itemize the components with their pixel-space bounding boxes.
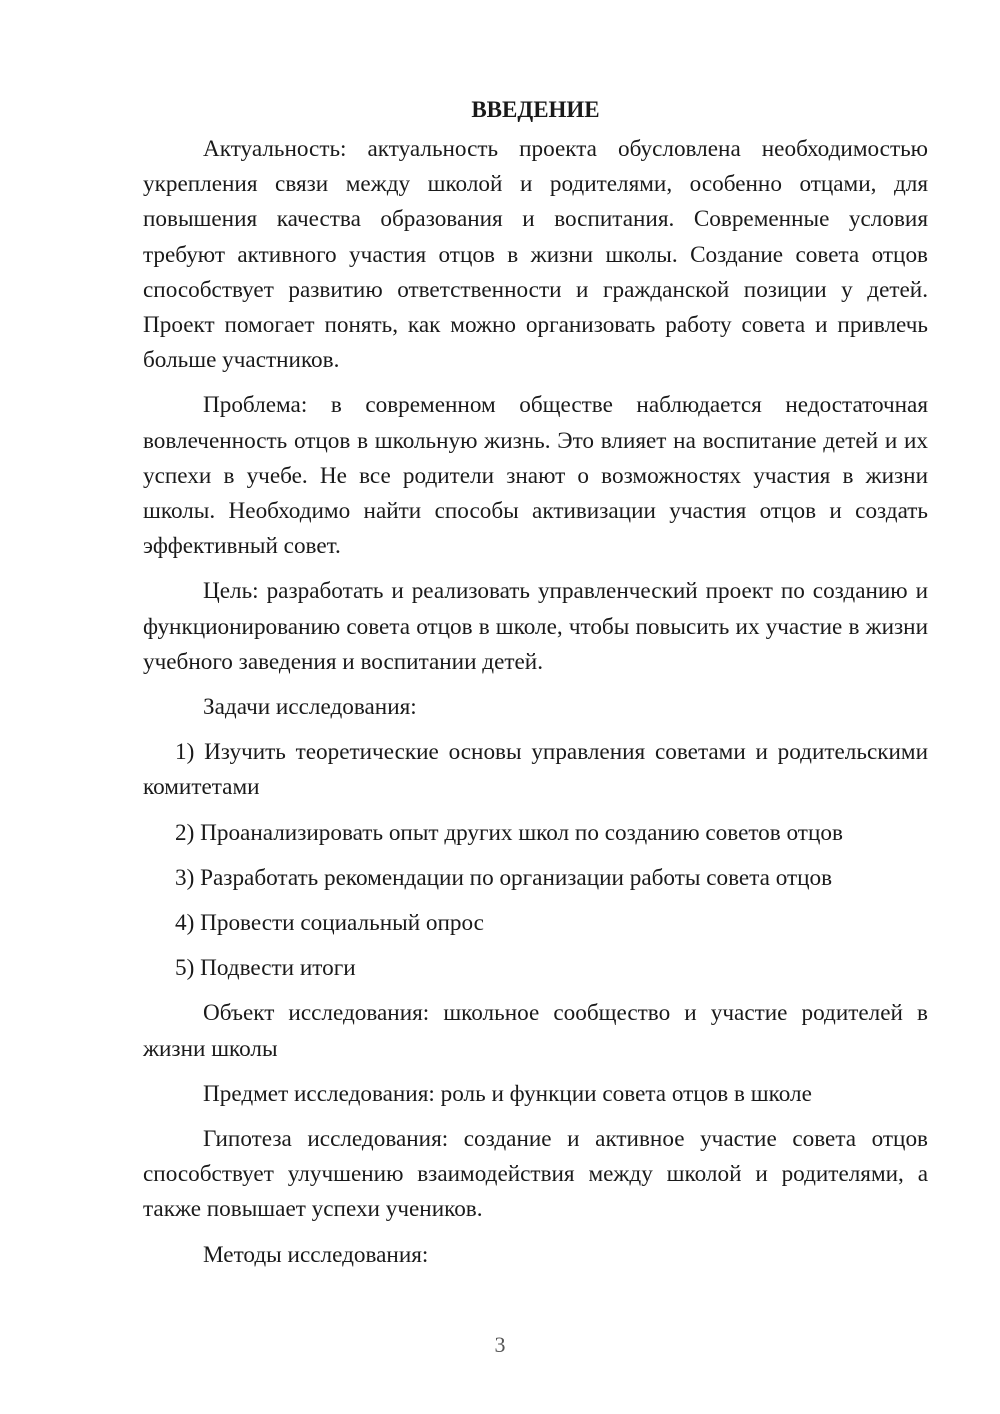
- task-item-2: 2) Проанализировать опыт других школ по созданию советов отцов: [175, 819, 843, 846]
- page-number: 3: [494, 1332, 506, 1357]
- section-title: ВВЕДЕНИЕ: [471, 97, 600, 122]
- task-item-5: 5) Подвести итоги: [175, 955, 356, 982]
- paragraph-methods: Методы исследования:: [203, 1241, 429, 1268]
- paragraph-subject: Предмет исследования: роль и функции совета отцов в школе: [203, 1080, 812, 1107]
- paragraph-relevance: Актуальность: актуальность проекта обусловлена необходимостью укрепления связи между школой и родителями, особенно отцами, для повышения качества образования и воспитания. Современные условия требуют активного участия отцов в жизни школы. Создание совета отцов способствует развитию ответственности и гражданской позиции у детей. Проект помогает понять, как можно организовать работу совета и привлечь больше участников.: [143, 136, 928, 374]
- task-item-4: 4) Провести социальный опрос: [175, 910, 484, 937]
- paragraph-problem: Проблема: в современном обществе наблюдается недостаточная вовлеченность отцов в школьную жизнь. Это влияет на воспитание детей и их успехи в учебе. Не все родители знают о возможностях участия в жизни школы. Необходимо найти способы активизации участия отцов и создать эффективный совет.: [143, 392, 928, 560]
- paragraph-hypothesis: Гипотеза исследования: создание и активное участие совета отцов способствует улучшению взаимодействия между школой и родителями, а также повышает успехи учеников.: [143, 1126, 928, 1223]
- task-item-1: 1) Изучить теоретические основы управления советами и родительскими комитетами: [143, 739, 928, 801]
- paragraph-object: Объект исследования: школьное сообщество и участие родителей в жизни школы: [143, 1000, 928, 1062]
- document-page: [143, 92, 928, 1273]
- paragraph-goal: Цель: разработать и реализовать управленческий проект по созданию и функционированию совета отцов в школе, чтобы повысить их участие в жизни учебного заведения и воспитании детей.: [143, 578, 928, 675]
- paragraph-tasks-heading: Задачи исследования:: [203, 694, 417, 721]
- task-item-3: 3) Разработать рекомендации по организации работы совета отцов: [175, 864, 833, 891]
